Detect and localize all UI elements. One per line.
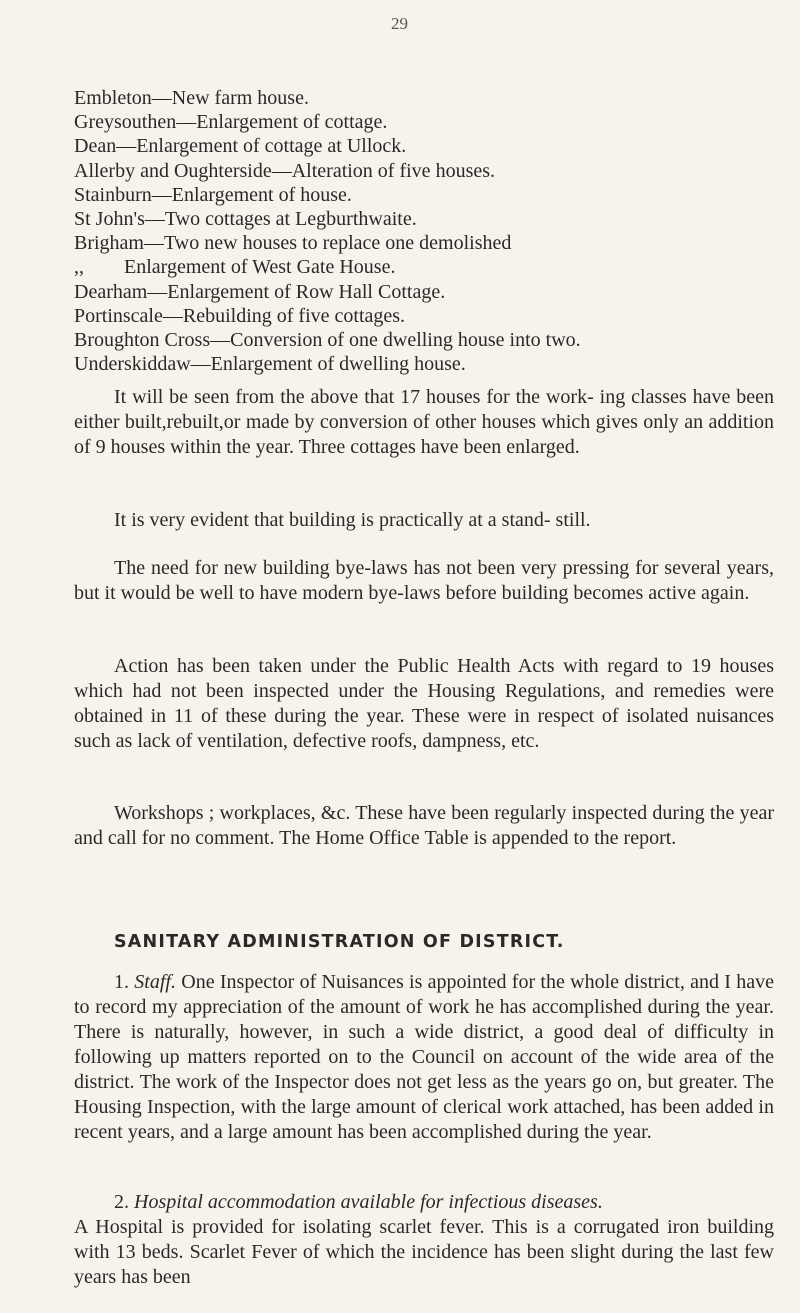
item-hospital (74, 1190, 774, 1290)
list-item: Allerby and Oughterside—Alteration of five houses. (74, 159, 496, 182)
list-item: Underskiddaw—Enlargement of dwelling house. (74, 353, 466, 376)
page-number: 29 (391, 14, 408, 33)
list-item: Brigham—Two new houses to replace one demolished (74, 232, 512, 255)
paragraph-bye-laws: The need for new building bye-laws has not been very pressing for several years, but it would be well to have modern bye-laws before building becomes active again. (74, 557, 774, 604)
item-text: One Inspector of Nuisances is appointed for the whole district, and I have to record my appreciation of the amount of work he has accomplished during the year. There is naturally, however, in such a wide district, a good deal of difficulty in following up matters reported on to the Council on account of the wide area of the district. The work of the Inspector does not get less as the years go on, but greater. The Housing Inspection, with the large amount of clerical work attached, has been added in recent years, and a large amount has been accomplished during the year. (74, 971, 775, 1143)
paragraph-workshops: Workshops ; workplaces, &c. These have been regularly inspected during the year and call for no comment. The Home Office Table is appended to the report. (74, 802, 774, 849)
item-text: A Hospital is provided for isolating scarlet fever. This is a corrugated iron building with 13 beds. Scarlet Fever of which the incidence has been slight during the last few years has been (74, 1216, 774, 1288)
section-heading: SANITARY ADMINISTRATION OF DISTRICT. (114, 932, 565, 952)
item-label: Staff. (134, 971, 176, 993)
list-item: Greysouthen—Enlargement of cottage. (74, 111, 388, 134)
item-staff (74, 970, 774, 1145)
paragraph-houses-summary: It will be seen from the above that 17 houses for the work- ing classes have been either built,rebuilt,or made by conversion of other houses which gives only an addition of 9 houses within the year. Three cottages have been enlarged. (74, 386, 774, 458)
list-item: Dean—Enlargement of cottage at Ullock. (74, 135, 407, 158)
list-item: Stainburn—Enlargement of house. (74, 183, 352, 206)
list-item-ditto (74, 255, 774, 279)
paragraph-public-health-acts: Action has been taken under the Public Health Acts with regard to 19 houses which had not been inspected under the Housing Regulations, and remedies were obtained in 11 of these during the year. These were in respect of isolated nuisances such as lack of ventilation, defective roofs, dampness, etc. (74, 655, 774, 752)
ditto-mark: ,, (74, 256, 84, 279)
list-item: St John's—Two cottages at Legburthwaite. (74, 208, 417, 231)
list-item: Dearham—Enlargement of Row Hall Cottage. (74, 280, 446, 303)
list-item: Portinscale—Rebuilding of five cottages. (74, 304, 406, 327)
list-item-text: Enlargement of West Gate House. (124, 256, 396, 279)
list-item: Embleton—New farm house. (74, 87, 309, 109)
building-works-list (74, 86, 774, 376)
list-item: Broughton Cross—Conversion of one dwelling house into two. (74, 329, 581, 352)
paragraph-standstill: It is very evident that building is practically at a stand- still. (114, 509, 591, 531)
item-number: 2. (114, 1191, 129, 1213)
item-label: Hospital accommodation available for infectious diseases. (134, 1191, 603, 1213)
item-number: 1. (114, 971, 129, 993)
